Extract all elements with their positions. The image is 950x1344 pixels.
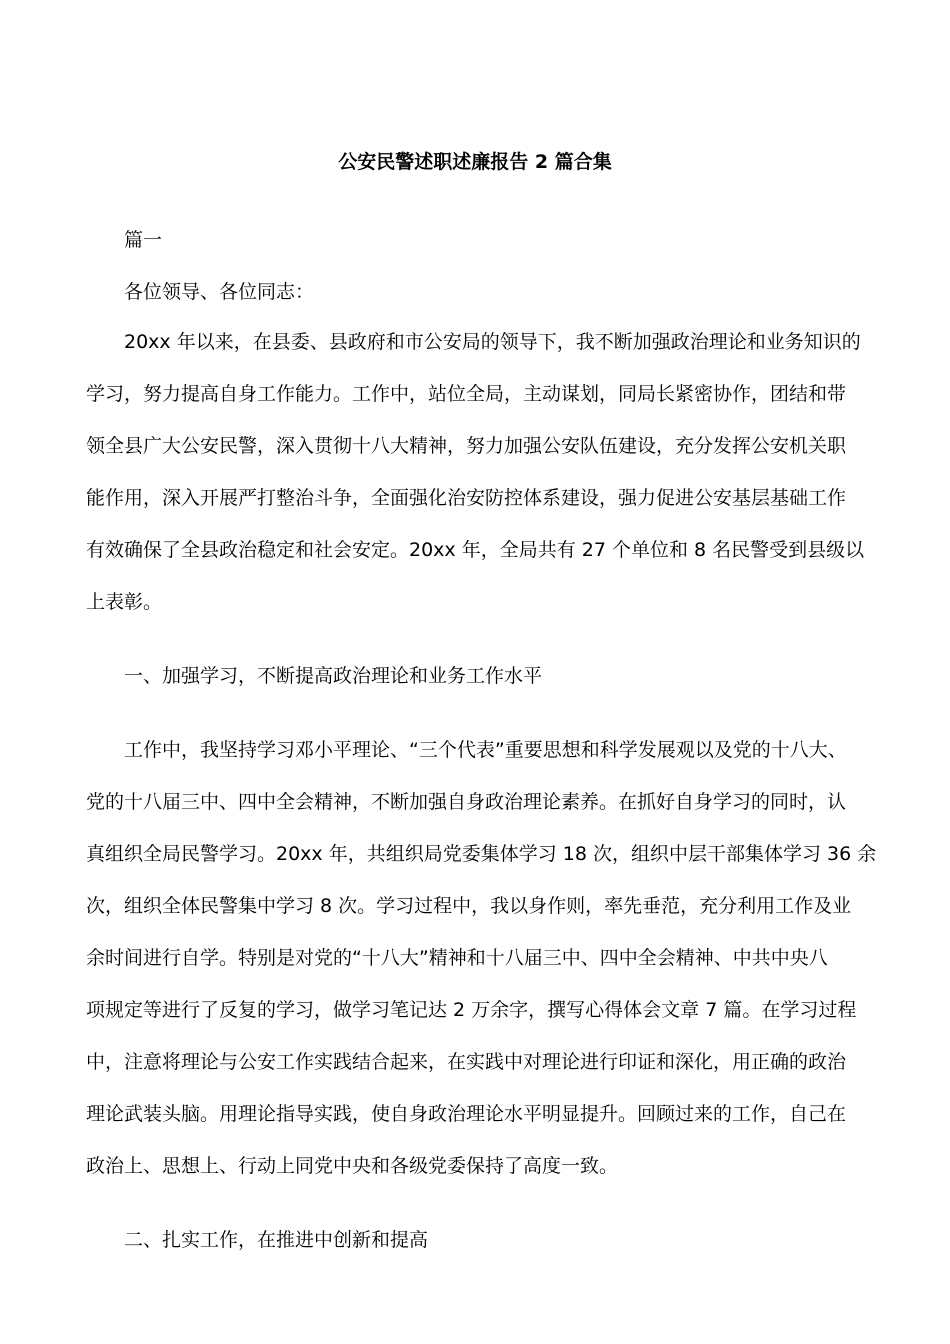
paragraph-line: 党的十八届三中、四中全会精神，不断加强自身政治理论素养。在抓好自身学习的同时，认 bbox=[86, 791, 847, 813]
salutation: 各位领导、各位同志： bbox=[124, 281, 315, 303]
paragraph-line: 余时间进行自学。特别是对党的“十八大”精神和十八届三中、四中全会精神、中共中央八 bbox=[86, 947, 828, 969]
paragraph-line: 次，组织全体民警集中学习 8 次。学习过程中，我以身作则，率先垂范，充分利用工作及业 bbox=[86, 895, 852, 917]
paragraph-line: 有效确保了全县政治稳定和社会安定。20xx 年，全局共有 27 个单位和 8 名民警受到县级以 bbox=[86, 539, 865, 561]
paragraph-line: 项规定等进行了反复的学习，做学习笔记达 2 万余字，撰写心得体会文章 7 篇。在学习过程 bbox=[86, 999, 857, 1021]
paragraph-line: 真组织全局民警学习。20xx 年，共组织局党委集体学习 18 次，组织中层干部集体学习 36 余 bbox=[86, 843, 877, 865]
paragraph-line: 领全县广大公安民警，深入贯彻十八大精神，努力加强公安队伍建设，充分发挥公安机关职 bbox=[86, 435, 847, 457]
paragraph-line: 理论武装头脑。用理论指导实践，使自身政治理论水平明显提升。回顾过来的工作，自己在 bbox=[86, 1103, 847, 1125]
section-heading-2: 二、扎实工作，在推进中创新和提高 bbox=[124, 1229, 429, 1251]
paragraph-line: 中，注意将理论与公安工作实践结合起来，在实践中对理论进行印证和深化，用正确的政治 bbox=[86, 1051, 847, 1073]
paragraph-line: 政治上、思想上、行动上同党中央和各级党委保持了高度一致。 bbox=[86, 1155, 619, 1177]
paragraph-line: 上表彰。 bbox=[86, 591, 163, 613]
paragraph-line: 20xx 年以来，在县委、县政府和市公安局的领导下，我不断加强政治理论和业务知识的 bbox=[124, 331, 861, 353]
paragraph-line: 能作用，深入开展严打整治斗争，全面强化治安防控体系建设，强力促进公安基层基础工作 bbox=[86, 487, 847, 509]
paragraph-line: 学习，努力提高自身工作能力。工作中，站位全局，主动谋划，同局长紧密协作，团结和带 bbox=[86, 383, 847, 405]
section-heading-1: 一、加强学习，不断提高政治理论和业务工作水平 bbox=[124, 665, 543, 687]
section-label: 篇一 bbox=[124, 229, 163, 251]
paragraph-line: 工作中，我坚持学习邓小平理论、“三个代表”重要思想和科学发展观以及党的十八大、 bbox=[124, 739, 847, 761]
document-title: 公安民警述职述廉报告 2 篇合集 bbox=[338, 151, 612, 173]
